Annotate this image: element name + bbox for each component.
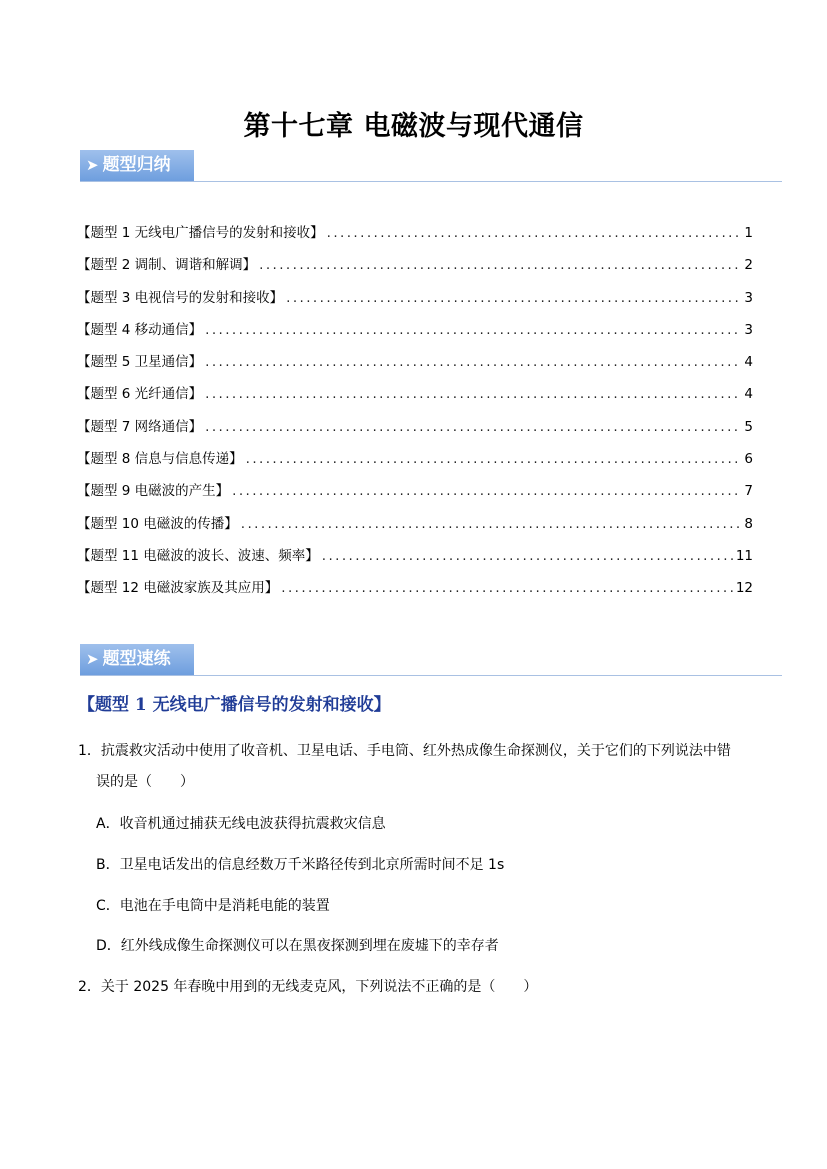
question-1-stem-cont: 误的是（ ） bbox=[96, 774, 194, 790]
toc-item-label: 【题型 6 光纤通信】 bbox=[77, 386, 203, 403]
toc-item-page: 11 bbox=[735, 547, 753, 564]
section-banner-summary bbox=[80, 150, 782, 184]
arrow-right-icon: ➤ bbox=[86, 650, 99, 668]
table-of-contents bbox=[77, 221, 753, 609]
divider bbox=[80, 675, 782, 676]
question-1-option-c: C．电池在手电筒中是消耗电能的装置 bbox=[96, 898, 330, 914]
arrow-right-icon: ➤ bbox=[86, 156, 99, 174]
toc-item-page: 8 bbox=[744, 515, 753, 532]
question-2-stem: 2．关于 2025 年春晚中用到的无线麦克风，下列说法不正确的是（ ） bbox=[78, 979, 538, 995]
toc-item-label: 【题型 3 电视信号的发射和接收】 bbox=[77, 289, 284, 306]
toc-item[interactable] bbox=[77, 415, 753, 447]
section-heading: 【题型 1 无线电广播信号的发射和接收】 bbox=[78, 695, 391, 715]
toc-item-page: 2 bbox=[744, 257, 753, 274]
toc-item[interactable] bbox=[77, 576, 753, 608]
toc-item[interactable] bbox=[77, 447, 753, 479]
toc-item[interactable] bbox=[77, 512, 753, 544]
toc-item-page: 7 bbox=[744, 483, 753, 500]
toc-item[interactable] bbox=[77, 253, 753, 285]
toc-item-label: 【题型 9 电磁波的产生】 bbox=[77, 483, 230, 500]
toc-item-page: 1 bbox=[744, 225, 753, 241]
toc-item[interactable] bbox=[77, 544, 753, 576]
toc-item[interactable] bbox=[77, 350, 753, 382]
question-1-option-a: A．收音机通过捕获无线电波获得抗震救灾信息 bbox=[96, 816, 386, 832]
toc-item[interactable] bbox=[77, 382, 753, 414]
toc-item[interactable] bbox=[77, 318, 753, 350]
toc-item-label: 【题型 5 卫星通信】 bbox=[77, 354, 203, 371]
divider bbox=[80, 181, 782, 182]
toc-item-page: 6 bbox=[744, 451, 753, 468]
toc-item-label: 【题型 1 无线电广播信号的发射和接收】 bbox=[77, 225, 324, 241]
toc-item-label: 【题型 2 调制、调谐和解调】 bbox=[77, 257, 257, 274]
toc-item-label: 【题型 11 电磁波的波长、波速、频率】 bbox=[77, 547, 319, 564]
section-banner-practice bbox=[80, 644, 782, 678]
toc-item-page: 5 bbox=[744, 418, 753, 435]
toc-item-page: 12 bbox=[735, 580, 753, 597]
toc-item[interactable] bbox=[77, 221, 753, 253]
toc-item[interactable] bbox=[77, 479, 753, 511]
toc-item-page: 4 bbox=[744, 386, 753, 403]
toc-item-label: 【题型 10 电磁波的传播】 bbox=[77, 515, 238, 532]
banner-label: 题型速练 bbox=[102, 649, 171, 669]
toc-item-label: 【题型 8 信息与信息传递】 bbox=[77, 451, 243, 468]
page-title: 第十七章 电磁波与现代通信 bbox=[243, 111, 584, 142]
question-1-option-b: B．卫星电话发出的信息经数万千米路径传到北京所需时间不足 1s bbox=[96, 857, 505, 873]
toc-item[interactable] bbox=[77, 286, 753, 318]
toc-item-page: 4 bbox=[744, 354, 753, 371]
question-1-stem: 1．抗震救灾活动中使用了收音机、卫星电话、手电筒、红外热成像生命探测仪，关于它们的下列说法中错 bbox=[78, 743, 731, 759]
toc-item-label: 【题型 7 网络通信】 bbox=[77, 418, 203, 435]
toc-item-page: 3 bbox=[744, 289, 753, 306]
question-1-option-d: D．红外线成像生命探测仪可以在黑夜探测到埋在废墟下的幸存者 bbox=[96, 938, 499, 954]
banner-label: 题型归纳 bbox=[102, 155, 171, 175]
toc-item-label: 【题型 12 电磁波家族及其应用】 bbox=[77, 580, 279, 597]
toc-item-label: 【题型 4 移动通信】 bbox=[77, 321, 203, 338]
toc-item-page: 3 bbox=[744, 321, 753, 338]
